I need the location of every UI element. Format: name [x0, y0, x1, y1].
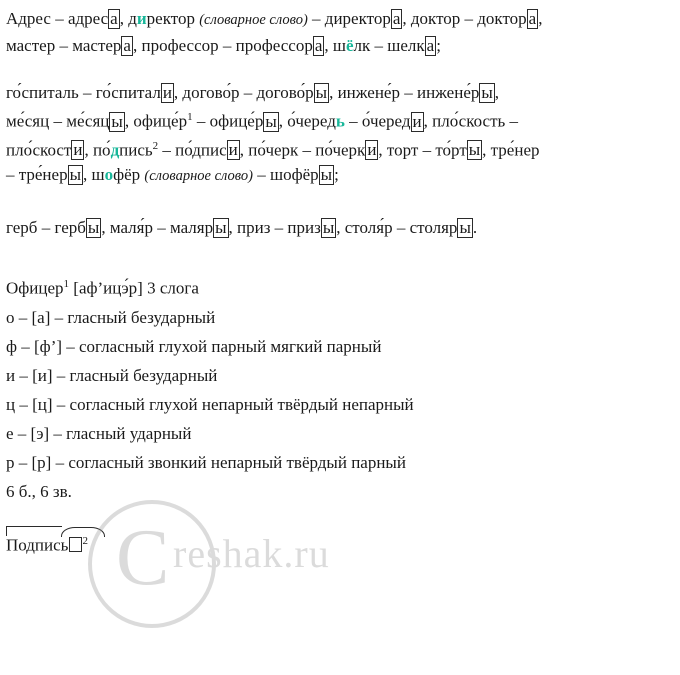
morpheme-analysis-word	[6, 532, 88, 556]
text-run: .	[472, 218, 478, 238]
text-run: , по́черк – по́черк	[239, 140, 366, 160]
text-run: ;	[436, 36, 441, 55]
ending-box: и	[162, 83, 172, 102]
ending-box: а	[110, 9, 118, 28]
text-run: , пло́скость –	[423, 111, 519, 131]
ending-box: ы	[69, 165, 81, 185]
ending-box: ы	[459, 218, 471, 238]
phonetic-analysis-line: е – [э] – гласный ударный	[6, 423, 192, 443]
text-run: , инжене́р – инжене́р	[329, 83, 480, 102]
ending-box: а	[528, 9, 537, 28]
ending-box: ы	[320, 165, 333, 185]
phonetic-analysis-block	[6, 270, 672, 506]
text-run: го́спиталь – го́спитал	[6, 83, 161, 102]
highlighted-letter: ё	[345, 36, 354, 55]
text-run: – офице́р	[192, 111, 264, 131]
text-run: , маля́р – маляр	[101, 218, 214, 238]
highlighted-letter: д	[110, 140, 120, 160]
text-run: мастер – мастер	[6, 36, 122, 55]
answers-section-2-line-3	[6, 134, 672, 163]
watermark-circle-icon	[88, 500, 216, 628]
zero-ending-icon	[69, 537, 82, 552]
phonetic-analysis-line: ф – [ф’] – согласный глухой парный мягкий парный	[6, 336, 382, 356]
text-run: – по́дпис	[158, 140, 227, 160]
answers-section-3-line-1	[6, 215, 672, 240]
answers-section-2-line-1	[6, 80, 672, 105]
text-run: ,	[538, 9, 543, 28]
text-run: , приз – приз	[228, 218, 321, 238]
ending-box: а	[123, 36, 131, 55]
phonetic-analysis-letters-sounds-count: 6 б., 6 зв.	[6, 481, 72, 501]
text-run: , ш	[83, 165, 105, 185]
phonetic-analysis-line: р – [р] – согласный звонкий непарный твёрдый парный	[6, 452, 406, 472]
ending-box: ы	[481, 83, 493, 102]
note-italic: (словарное слово)	[199, 12, 308, 28]
prefix-mark-icon	[6, 526, 62, 536]
watermark-copyright-letter: C	[116, 514, 170, 602]
ending-box: и	[228, 140, 238, 160]
text-run: , тре́нер	[482, 140, 540, 160]
answers-section-1-line-2	[6, 33, 672, 58]
text-run: ректор	[146, 9, 200, 28]
text-run: , о́черед	[278, 111, 336, 131]
phonetic-analysis-line: и – [и] – гласный безударный	[6, 365, 218, 385]
note-italic: (словарное слово)	[144, 168, 253, 185]
text-run: , профессор – профессор	[132, 36, 313, 55]
watermark-text: reshak.ru	[173, 531, 330, 576]
text-run: [аф’ицэ́р] 3 слога	[69, 278, 199, 298]
text-run: фёр	[113, 165, 145, 185]
root-arc-icon	[61, 527, 105, 537]
text-run: , ш	[324, 36, 346, 55]
text-run: – тре́нер	[6, 165, 68, 185]
superscript-marker: 1	[187, 111, 193, 123]
text-run: , столя́р – столяр	[336, 218, 458, 238]
morpheme-superscript: 2	[82, 534, 88, 547]
highlighted-letter: и	[136, 9, 147, 28]
morpheme-analysis-block	[6, 532, 88, 556]
text-run: , доктор – доктор	[402, 9, 527, 28]
text-run: пись	[119, 140, 153, 160]
text-run: , офице́р	[124, 111, 188, 131]
ending-box: а	[426, 36, 435, 55]
text-run: герб – герб	[6, 218, 86, 238]
ending-box: и	[367, 140, 377, 160]
ending-box: и	[73, 140, 83, 160]
ending-box: ы	[111, 111, 123, 131]
highlighted-letter: о	[104, 165, 114, 185]
text-run: ,	[494, 83, 500, 102]
text-run: , по́	[84, 140, 111, 160]
ending-box: ы	[265, 111, 277, 131]
superscript-marker: 1	[63, 278, 70, 291]
text-run: , д	[119, 9, 137, 28]
text-run: , догово́р – догово́р	[173, 83, 314, 102]
highlighted-letter: ь	[335, 111, 345, 131]
text-run: Офицер	[6, 278, 64, 298]
ending-box: ы	[215, 218, 227, 238]
ending-box: ы	[87, 218, 100, 238]
answers-section-2-line-2	[6, 105, 672, 134]
superscript-marker: 2	[152, 139, 159, 152]
ending-box: а	[314, 36, 323, 55]
text-run: – о́черед	[344, 111, 411, 131]
phonetic-analysis-heading	[6, 270, 672, 303]
ending-box: ы	[468, 140, 481, 160]
text-run: ме́сяц – ме́сяц	[6, 111, 110, 131]
phonetic-analysis-line: ц – [ц] – согласный глухой непарный твёрдый непарный	[6, 394, 414, 414]
ending-box: ы	[315, 83, 328, 102]
text-run: – директор	[307, 9, 391, 28]
text-run: пло́скост	[6, 140, 72, 160]
text-run: ;	[334, 165, 339, 185]
ending-box: а	[392, 9, 401, 28]
phonetic-analysis-line: о – [а] – гласный безударный	[6, 307, 216, 327]
answers-section-1-line-1	[6, 6, 672, 33]
morpheme-word-text: Подпись	[6, 535, 69, 555]
text-run: , торт – то́рт	[378, 140, 467, 160]
text-run: Адрес – адрес	[6, 9, 109, 28]
ending-box: и	[412, 111, 422, 131]
text-run: лк – шелк	[353, 36, 425, 55]
ending-box: ы	[322, 218, 335, 238]
text-run: – шофёр	[253, 165, 319, 185]
answers-section-2-line-4	[6, 162, 672, 189]
